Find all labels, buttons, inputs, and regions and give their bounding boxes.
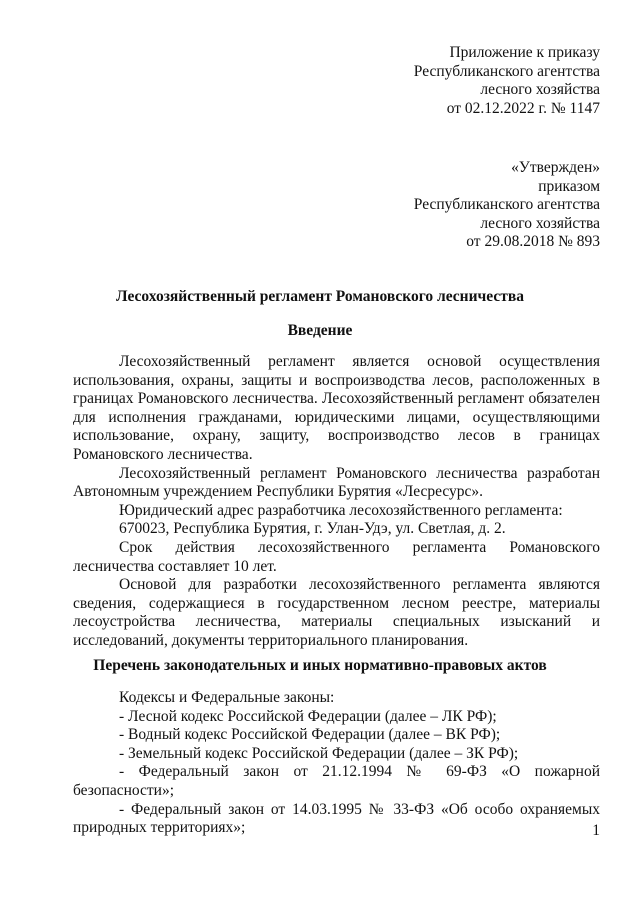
approval-header — [414, 159, 600, 252]
approval-line: приказом — [538, 177, 600, 195]
acts-section — [73, 689, 600, 838]
approval-line: лесного хозяйства — [480, 214, 600, 232]
approval-line: Республиканского агентства — [413, 196, 600, 214]
acts-list-item: - Водный кодекс Российской Федерации (далее – ВК РФ); — [119, 726, 501, 744]
intro-paragraph: Основой для разработки лесохозяйственного регламента являются сведения, содержащиеся в государственном лесном реестре, материалы лесоустройства лесничества, материалы специальных изысканий и исследований, документы территориального планирования. — [73, 576, 600, 649]
approval-line: от 29.08.2018 № 893 — [466, 233, 600, 251]
acts-list-item: - Федеральный закон от 21.12.1994 № 69-ФЗ «О пожарной безопасности»; — [73, 763, 600, 799]
appendix-line: от 02.12.2022 г. № 1147 — [446, 99, 600, 117]
intro-section — [73, 353, 600, 651]
acts-heading: Перечень законодательных и иных нормативно-правовых актов — [93, 657, 547, 674]
appendix-header — [414, 44, 600, 118]
approval-line: «Утвержден» — [511, 159, 600, 176]
intro-paragraph: Срок действия лесохозяйственного регламента Романовского лесничества составляет 10 лет. — [73, 538, 600, 575]
intro-paragraph: Лесохозяйственный регламент Романовского лесничества разработан Автономным учреждением Республики Бурятия «Лесресурс». — [73, 464, 600, 501]
intro-paragraph: 670023, Республика Бурятия, г. Улан-Удэ, ул. Светлая, д. 2. — [119, 520, 506, 538]
acts-list-item: - Лесной кодекс Российской Федерации (далее – ЛК РФ); — [119, 707, 497, 725]
intro-paragraph: Лесохозяйственный регламент является основой осуществления использования, охраны, защиты и воспроизводства лесов, расположенных в границах Романовского лесничества. Лесохозяйственный регламент обязателен для исполнения гражданами, юридическими лицами, осуществляющими использование, охрану, защиту, воспроизводство лесов в границах Романовского лесничества. — [73, 353, 600, 463]
intro-heading: Введение — [287, 322, 353, 339]
appendix-line: лесного хозяйства — [480, 81, 600, 99]
intro-paragraph: Юридический адрес разработчика лесохозяйственного регламента: — [119, 501, 563, 519]
acts-list-item: - Федеральный закон от 14.03.1995 № 33-ФЗ «Об особо охраняемых природных территориях»; — [73, 800, 600, 837]
appendix-line: Приложение к приказу — [449, 44, 600, 61]
acts-list-item: - Земельный кодекс Российской Федерации (далее – ЗК РФ); — [119, 744, 519, 762]
acts-intro: Кодексы и Федеральные законы: — [119, 689, 335, 706]
document-title: Лесохозяйственный регламент Романовского лесничества — [116, 288, 524, 305]
appendix-line: Республиканского агентства — [413, 62, 600, 80]
page-number: 1 — [592, 822, 600, 839]
